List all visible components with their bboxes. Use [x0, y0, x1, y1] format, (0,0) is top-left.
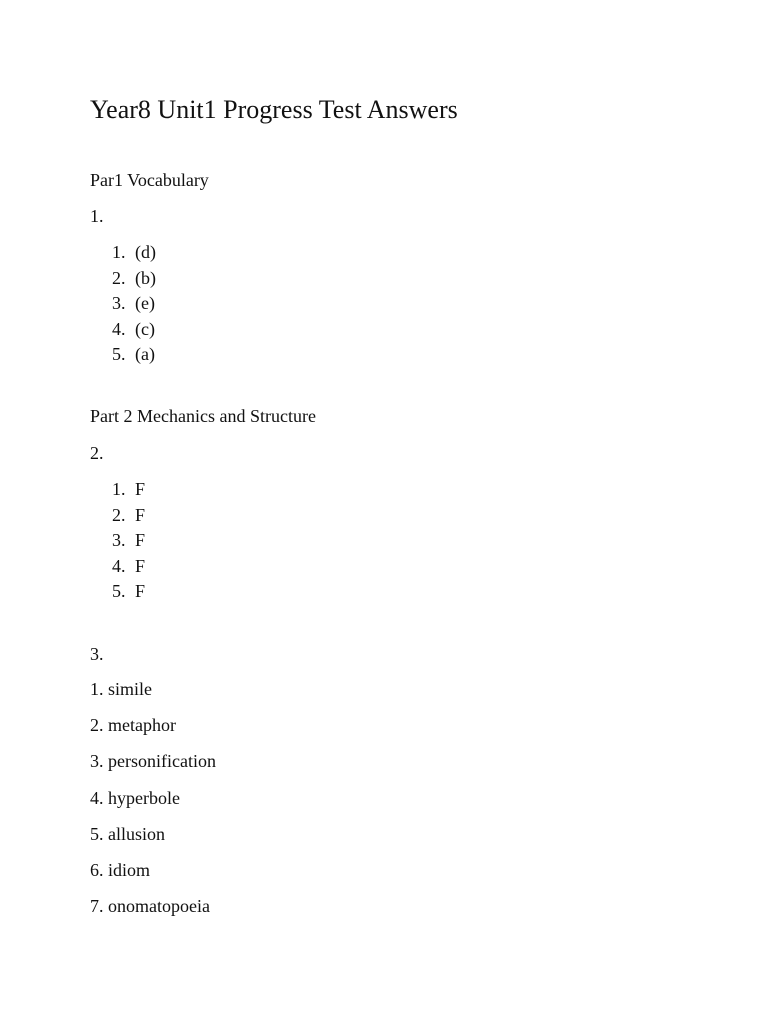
- question2-label: 2.: [90, 443, 104, 463]
- question3-answer: 2. metaphor: [90, 715, 176, 735]
- question3-answer: 5. allusion: [90, 824, 165, 844]
- list-item-number: 5.: [112, 344, 126, 364]
- question3-answer: 6. idiom: [90, 860, 151, 880]
- list-item-number: 1.: [112, 242, 126, 262]
- list-item-value: F: [135, 530, 146, 550]
- list-item-value: F: [135, 504, 146, 525]
- question3-label: 3.: [90, 644, 104, 664]
- list-item-number: 4.: [112, 555, 126, 576]
- part1-heading: Par1 Vocabulary: [90, 170, 209, 190]
- list-item-number: 2.: [112, 267, 126, 288]
- list-item-number: 4.: [112, 318, 126, 339]
- list-item-number: 3.: [112, 293, 126, 313]
- list-item-value: (d): [135, 242, 156, 262]
- list-item-value: (b): [135, 267, 156, 288]
- part2-heading: Part 2 Mechanics and Structure: [90, 406, 316, 426]
- list-item-number: 2.: [112, 504, 126, 525]
- list-item-value: F: [135, 479, 146, 499]
- page-title: Year8 Unit1 Progress Test Answers: [90, 95, 458, 124]
- list-item-value: (a): [135, 344, 155, 364]
- list-item-number: 3.: [112, 530, 126, 550]
- list-item-value: (c): [135, 318, 155, 339]
- list-item-value: F: [135, 555, 146, 576]
- list-item-number: 1.: [112, 479, 126, 499]
- question3-answer: 7. onomatopoeia: [90, 896, 210, 916]
- list-item-value: F: [135, 581, 146, 601]
- question3-answer: 1. simile: [90, 679, 152, 699]
- question3-answer: 3. personification: [90, 751, 216, 771]
- question1-label: 1.: [90, 206, 104, 226]
- list-item-value: (e): [135, 293, 155, 313]
- question3-answer: 4. hyperbole: [90, 788, 180, 808]
- list-item-number: 5.: [112, 581, 126, 601]
